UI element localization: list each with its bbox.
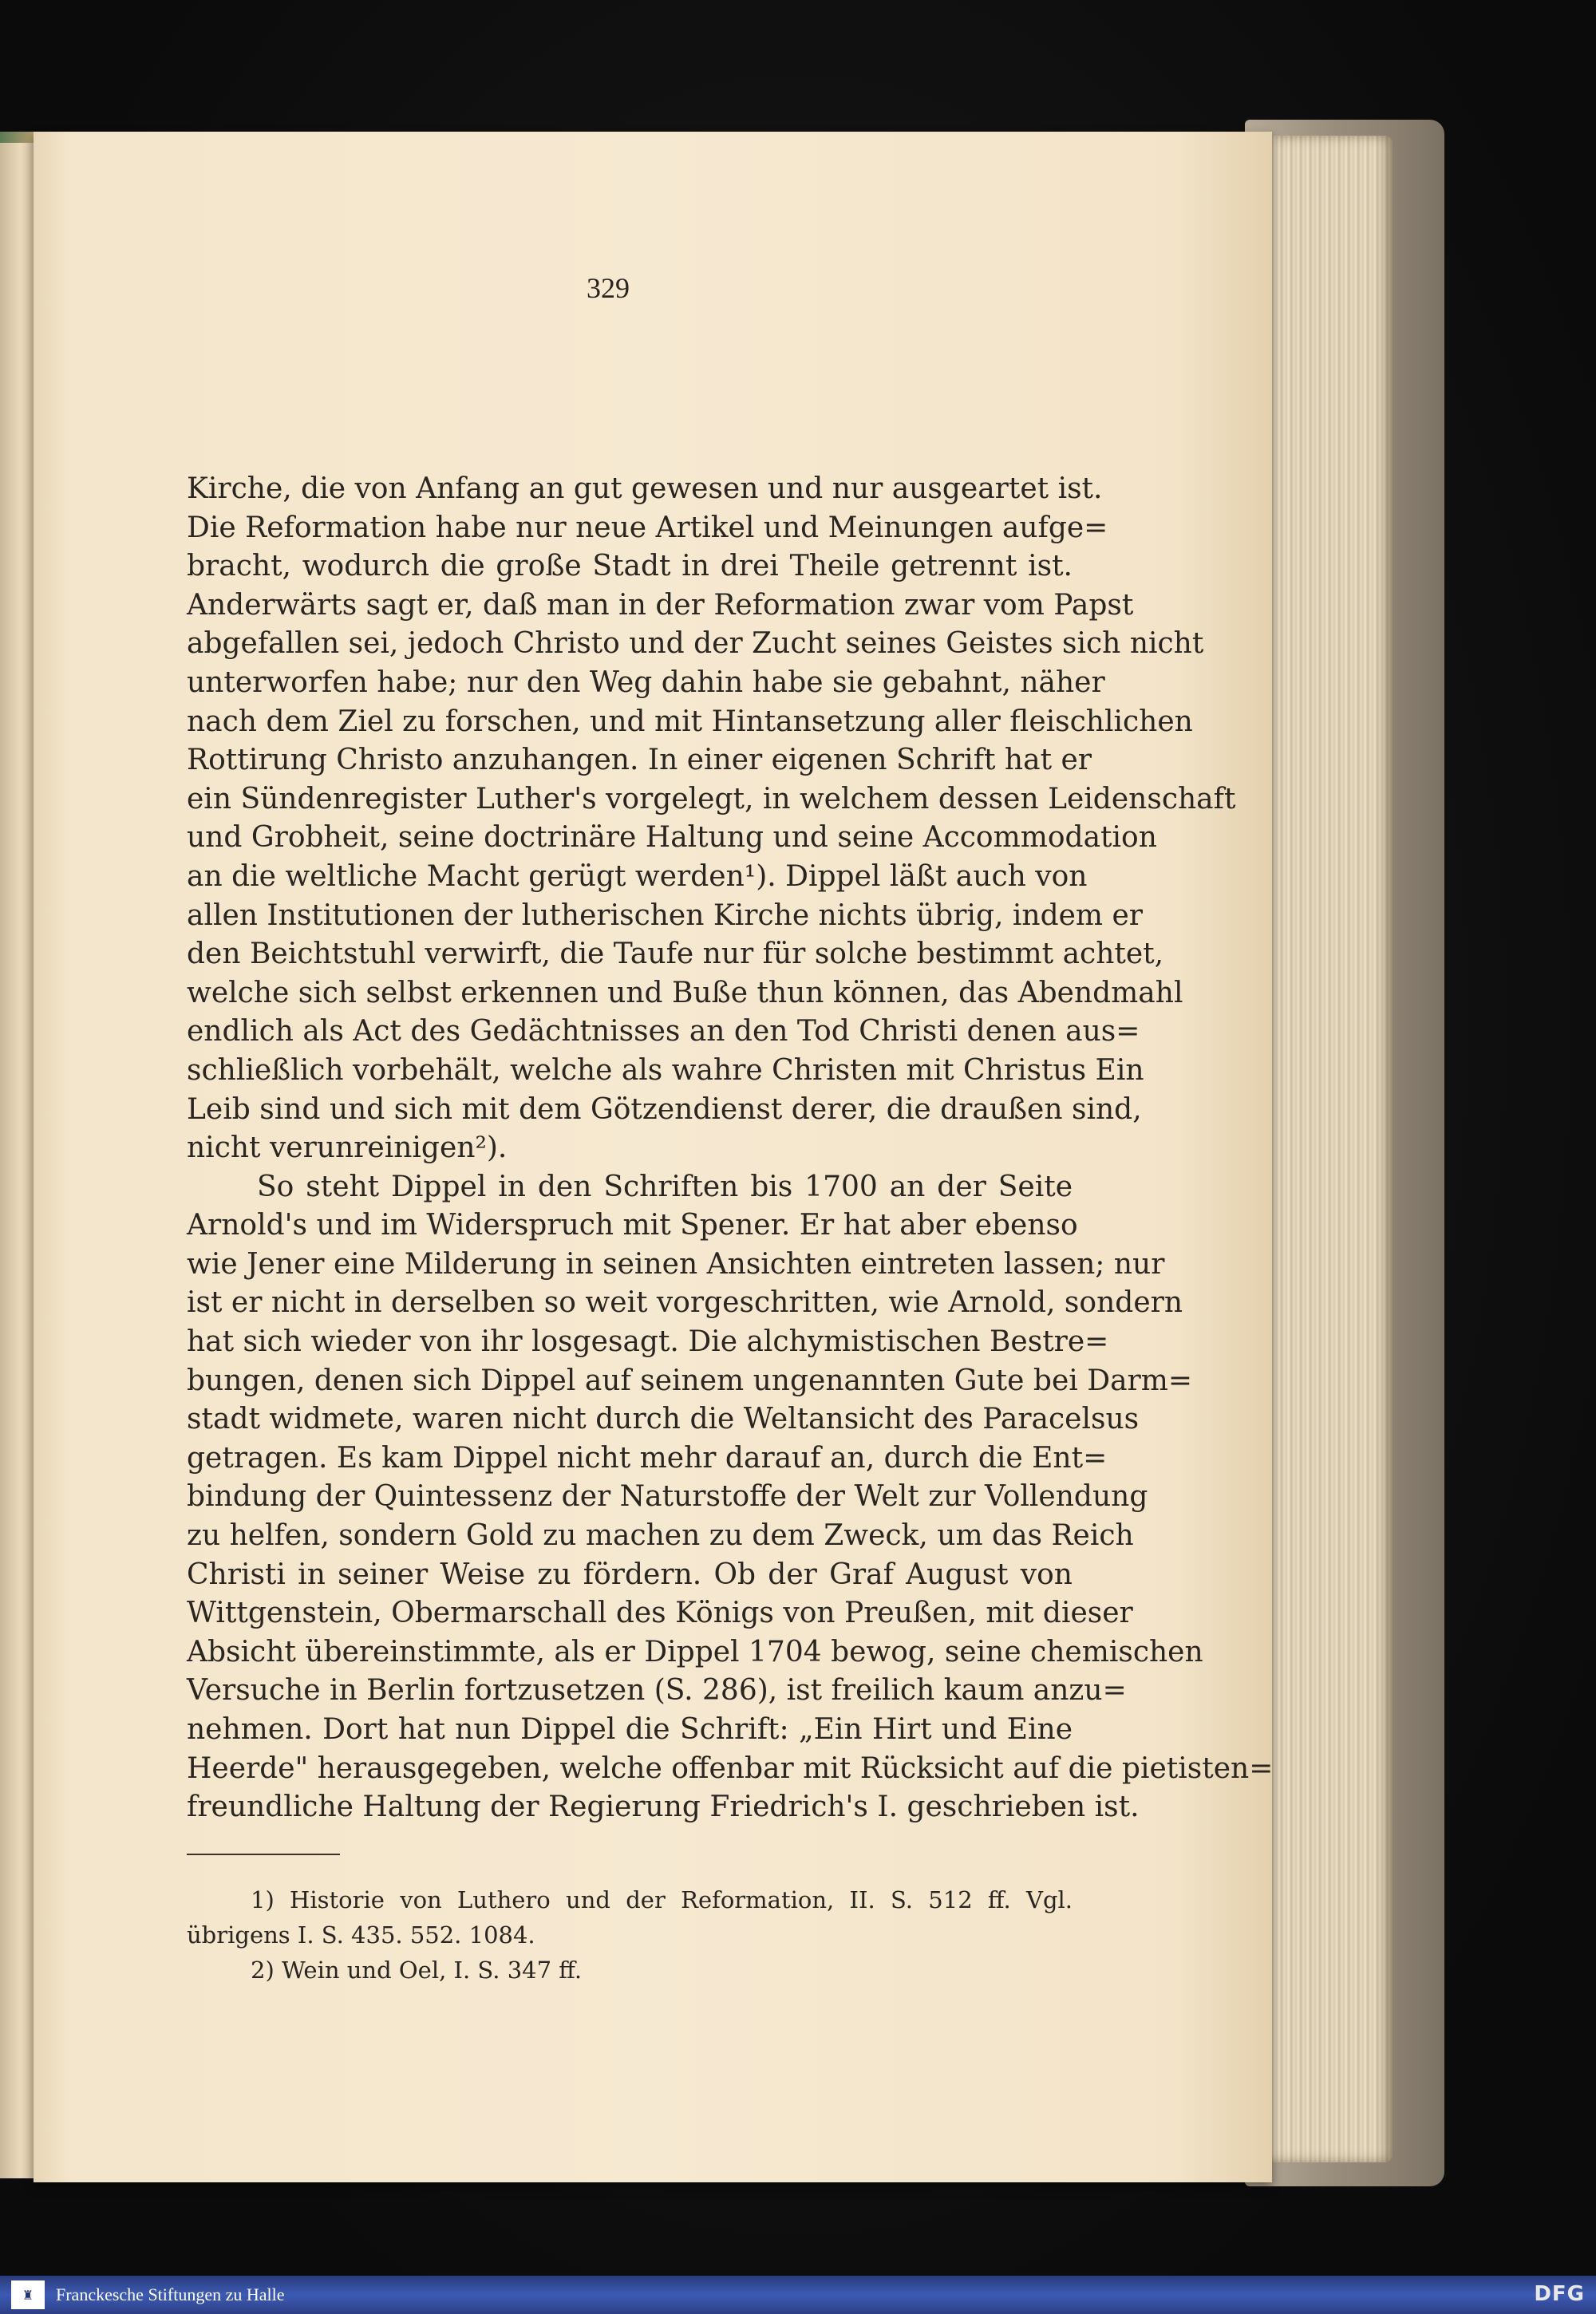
text-line: und Grobheit, seine doctrinäre Haltung und seine Accommodation bbox=[187, 821, 1157, 855]
page-edges bbox=[1265, 136, 1393, 2162]
text-line: Versuche in Berlin fortzusetzen (S. 286), ist freilich kaum anzu= bbox=[187, 1674, 1127, 1708]
text-line: abgefallen sei, jedoch Christo und der Zucht seines Geistes sich nicht bbox=[187, 627, 1204, 661]
text-line: Die Reformation habe nur neue Artikel und Meinungen aufge= bbox=[187, 511, 1108, 544]
text-line: unterworfen habe; nur den Weg dahin habe sie gebahnt, näher bbox=[187, 665, 1105, 699]
text-line: Christi in seiner Weise zu fördern. Ob der Graf August von bbox=[187, 1558, 1073, 1591]
left-page-edge bbox=[0, 136, 34, 2178]
text-line: endlich als Act des Gedächtnisses an den Tod Christi denen aus= bbox=[187, 1015, 1140, 1048]
franckesche-stiftungen-logo-icon[interactable]: ♜ bbox=[11, 2280, 45, 2309]
text-line: Leib sind und sich mit dem Götzendienst derer, die draußen sind, bbox=[187, 1092, 1142, 1126]
text-line: welche sich selbst erkennen und Buße thun können, das Abendmahl bbox=[187, 976, 1183, 1009]
text-line: Heerde" herausgegeben, welche offenbar mit Rücksicht auf die pietisten= bbox=[187, 1751, 1274, 1785]
text-line-paragraph-start: So steht Dippel in den Schriften bis 1700 an der Seite bbox=[257, 1170, 1073, 1203]
institution-name: Franckesche Stiftungen zu Halle bbox=[56, 2284, 285, 2304]
footnote-line: 1) Historie von Luthero und der Reformation, II. S. 512 ff. Vgl. bbox=[251, 1886, 1073, 1913]
text-line: ein Sündenregister Luther's vorgelegt, in welchem dessen Leidenschaft bbox=[187, 782, 1236, 815]
footnote-line: 2) Wein und Oel, I. S. 347 ff. bbox=[251, 1957, 583, 1984]
body-text bbox=[187, 470, 1274, 1827]
text-line: Arnold's und im Widerspruch mit Spener. Er hat aber ebenso bbox=[187, 1209, 1078, 1242]
text-line: schließlich vorbehält, welche als wahre Christen mit Christus Ein bbox=[187, 1053, 1144, 1087]
text-line: zu helfen, sondern Gold zu machen zu dem Zweck, um das Reich bbox=[187, 1519, 1134, 1553]
text-line: an die weltliche Macht gerügt werden¹). Dippel läßt auch von bbox=[187, 859, 1088, 893]
footnote-divider bbox=[187, 1854, 340, 1855]
text-line: den Beichtstuhl verwirft, die Taufe nur für solche bestimmt achtet, bbox=[187, 938, 1164, 971]
text-line: bindung der Quintessenz der Naturstoffe der Welt zur Vollendung bbox=[187, 1480, 1148, 1514]
text-line: nehmen. Dort hat nun Dippel die Schrift: „Ein Hirt und Eine bbox=[187, 1713, 1073, 1746]
text-line: hat sich wieder von ihr losgesagt. Die alchymistischen Bestre= bbox=[187, 1325, 1109, 1359]
text-line: Kirche, die von Anfang an gut gewesen und nur ausgeartet ist. bbox=[187, 472, 1103, 505]
text-line: bracht, wodurch die große Stadt in drei Theile getrennt ist. bbox=[187, 550, 1073, 583]
text-line: nicht verunreinigen²). bbox=[187, 1131, 508, 1165]
dfg-logo[interactable]: DFG bbox=[1534, 2282, 1585, 2306]
text-line: wie Jener eine Milderung in seinen Ansichten eintreten lassen; nur bbox=[187, 1247, 1165, 1281]
text-line: allen Institutionen der lutherischen Kirche nichts übrig, indem er bbox=[187, 898, 1144, 932]
text-line: nach dem Ziel zu forschen, und mit Hintansetzung aller fleischlichen bbox=[187, 705, 1193, 738]
footnote-line: übrigens I. S. 435. 552. 1084. bbox=[187, 1921, 535, 1949]
text-line: bungen, denen sich Dippel auf seinem ungenannten Gute bei Darm= bbox=[187, 1364, 1193, 1397]
text-line: Absicht übereinstimmte, als er Dippel 1704 bewog, seine chemischen bbox=[187, 1635, 1203, 1668]
text-line: stadt widmete, waren nicht durch die Weltansicht des Paracelsus bbox=[187, 1403, 1140, 1436]
footer-bar bbox=[0, 2276, 1596, 2314]
text-line: Wittgenstein, Obermarschall des Königs von Preußen, mit dieser bbox=[187, 1597, 1133, 1630]
text-line: getragen. Es kam Dippel nicht mehr darauf an, durch die Ent= bbox=[187, 1441, 1108, 1475]
text-line: Anderwärts sagt er, daß man in der Reformation zwar vom Papst bbox=[187, 588, 1134, 622]
text-line: freundliche Haltung der Regierung Friedrich's I. geschrieben ist. bbox=[187, 1791, 1140, 1824]
page-number: 329 bbox=[587, 272, 630, 304]
footnotes bbox=[187, 1882, 1073, 1988]
text-line: ist er nicht in derselben so weit vorgeschritten, wie Arnold, sondern bbox=[187, 1286, 1183, 1320]
book-page bbox=[34, 132, 1272, 2182]
text-line: Rottirung Christo anzuhangen. In einer eigenen Schrift hat er bbox=[187, 744, 1092, 777]
